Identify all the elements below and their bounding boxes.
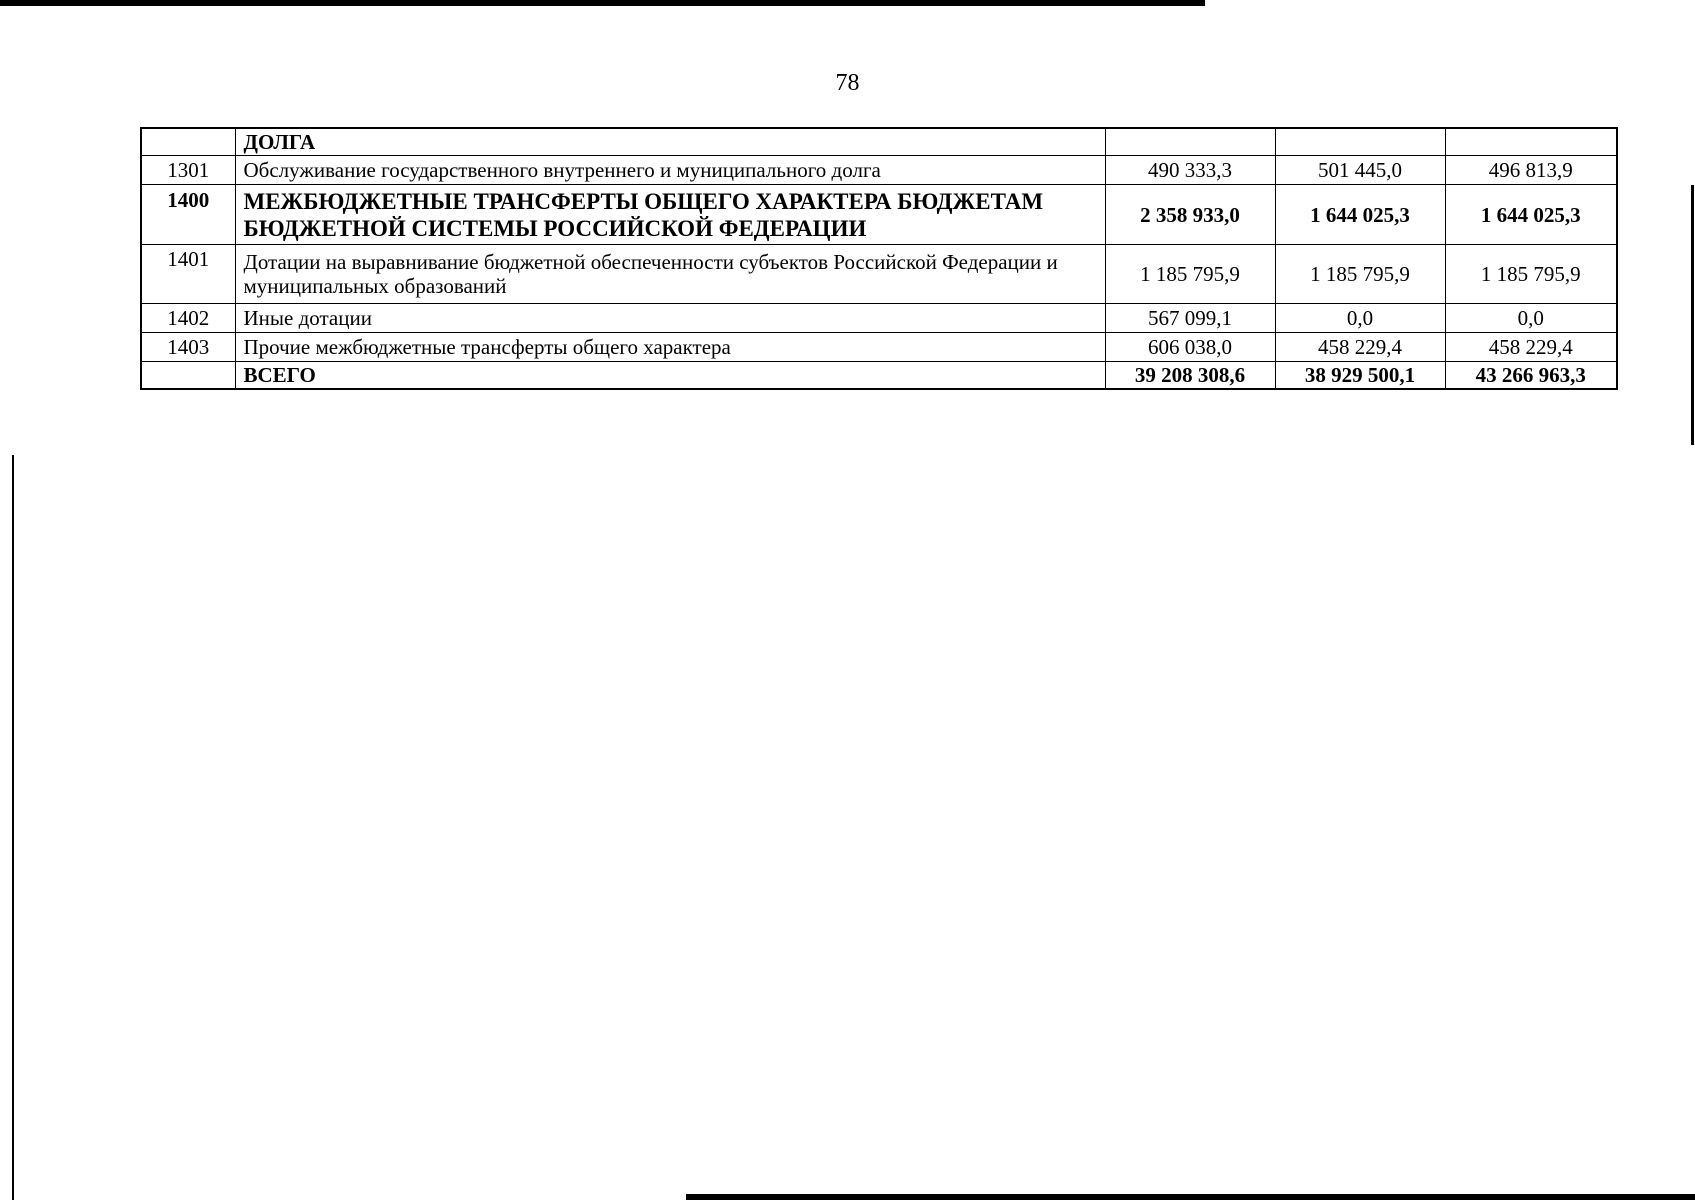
row-name: Прочие межбюджетные трансферты общего характера: [235, 333, 1105, 362]
table-row: [141, 156, 1617, 185]
row-code: 1301: [141, 156, 235, 185]
scan-border-right: [1691, 185, 1694, 445]
budget-table: [140, 127, 1618, 390]
row-value-3: 1 185 795,9: [1445, 245, 1617, 304]
row-value-1: [1105, 128, 1275, 156]
table-row-total: [141, 362, 1617, 390]
row-value-3: 0,0: [1445, 304, 1617, 333]
row-code: 1400: [141, 185, 235, 245]
page-number: 78: [835, 70, 860, 96]
row-code: [141, 128, 235, 156]
row-value-1: 567 099,1: [1105, 304, 1275, 333]
scan-border-top: [0, 0, 1205, 6]
row-value-2: 501 445,0: [1275, 156, 1445, 185]
row-name: Иные дотации: [235, 304, 1105, 333]
table-row: [141, 185, 1617, 245]
table-row: [141, 245, 1617, 304]
row-value-2: 1 644 025,3: [1275, 185, 1445, 245]
row-name: МЕЖБЮДЖЕТНЫЕ ТРАНСФЕРТЫ ОБЩЕГО ХАРАКТЕРА БЮДЖЕТАМ БЮДЖЕТНОЙ СИСТЕМЫ РОССИЙСКОЙ ФЕДЕРАЦИИ: [235, 185, 1105, 245]
scan-border-bottom: [686, 1194, 1695, 1200]
table-row: [141, 333, 1617, 362]
row-name: Обслуживание государственного внутреннего и муниципального долга: [235, 156, 1105, 185]
table-row: [141, 128, 1617, 156]
row-value-1: 1 185 795,9: [1105, 245, 1275, 304]
row-name: ВСЕГО: [235, 362, 1105, 390]
row-value-1: 490 333,3: [1105, 156, 1275, 185]
row-value-2: [1275, 128, 1445, 156]
row-value-3: [1445, 128, 1617, 156]
row-value-2: 458 229,4: [1275, 333, 1445, 362]
row-value-1: 2 358 933,0: [1105, 185, 1275, 245]
row-value-3: 1 644 025,3: [1445, 185, 1617, 245]
row-name: ДОЛГА: [235, 128, 1105, 156]
row-code: [141, 362, 235, 390]
row-value-2: 38 929 500,1: [1275, 362, 1445, 390]
row-value-1: 39 208 308,6: [1105, 362, 1275, 390]
row-value-3: 43 266 963,3: [1445, 362, 1617, 390]
row-name: Дотации на выравнивание бюджетной обеспеченности субъектов Российской Федерации и муниципальных образований: [235, 245, 1105, 304]
row-code: 1402: [141, 304, 235, 333]
row-value-2: 1 185 795,9: [1275, 245, 1445, 304]
row-code: 1401: [141, 245, 235, 304]
row-code: 1403: [141, 333, 235, 362]
table-row: [141, 304, 1617, 333]
row-value-3: 496 813,9: [1445, 156, 1617, 185]
row-value-1: 606 038,0: [1105, 333, 1275, 362]
row-value-3: 458 229,4: [1445, 333, 1617, 362]
row-value-2: 0,0: [1275, 304, 1445, 333]
scan-border-left: [12, 455, 14, 1200]
